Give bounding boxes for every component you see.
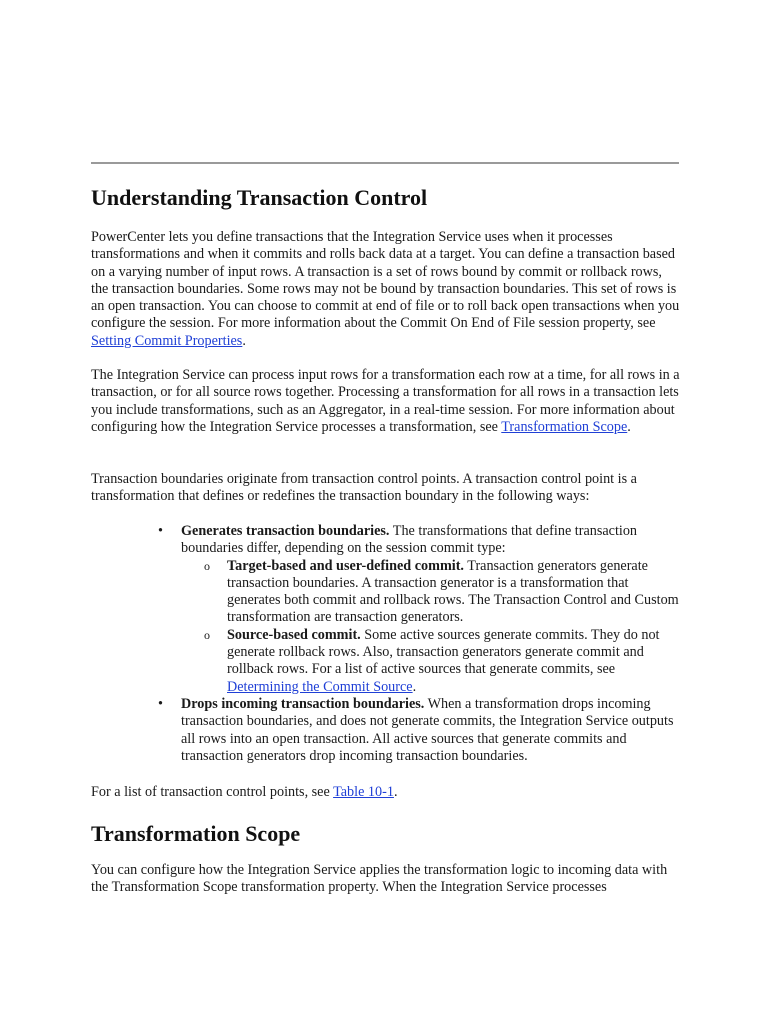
list-item: [91, 523, 681, 558]
paragraph-control-points: [91, 784, 681, 801]
paragraph-scope: You can configure how the Integration Service applies the transformation logic to incoming data with the Transformation Scope transformation property. When the Integration Service processes: [91, 862, 668, 896]
paragraph-intro-text: PowerCenter lets you define transactions that the Integration Service uses when it processes transformations and when it commits and rolls back data at a target. You can define a transaction based on a varying number of input rows. A transaction is a set of rows bound by commit or rollback rows, the transaction boundaries. Some rows may not be bound by transaction boundaries. This set of rows is an open transaction. You can choose to commit at end of file or to roll back open transactions when you configure the session. For more information about the Commit On End of File session property, see: [91, 229, 680, 332]
paragraph-processing-end: .: [627, 418, 631, 435]
horizontal-rule: [91, 162, 679, 164]
paragraph-control-points-text: For a list of transaction control points, see: [91, 784, 334, 800]
list-item: [91, 558, 681, 627]
bullet-glyph: •: [158, 695, 163, 712]
sub-bullet-text: Some active sources generate commits. They do not generate rollback rows. Also, transaction generators generate commit and rollback rows. For a list of active sources that generate commits, see: [227, 626, 660, 678]
section-title-transformation-scope: Transformation Scope: [91, 821, 301, 846]
list-item: [91, 696, 681, 765]
sub-bullet-glyph: o: [204, 558, 210, 573]
bullet-text: When a transformation drops incoming transaction boundaries, and does not generate commits, the Integration Service outputs all rows into an open transaction. All active sources that generate commits and transaction generators drop incoming transaction boundaries.: [181, 695, 674, 764]
sub-bullet-end: .: [412, 678, 417, 695]
paragraph-intro-end: .: [242, 332, 246, 349]
bullet-text: The transformations that define transaction boundaries differ, depending on the session commit type:: [181, 523, 638, 557]
section-title-transaction-control: Understanding Transaction Control: [91, 185, 428, 210]
paragraph-control-points-end: .: [393, 784, 398, 800]
bullet-glyph: •: [158, 523, 163, 539]
sub-bullet-glyph: o: [204, 627, 210, 642]
bullet-heading: Generates transaction boundaries.: [181, 523, 390, 539]
sub-bullet-heading: Target-based and user-defined commit.: [227, 557, 464, 574]
list-item: [91, 627, 681, 696]
link-table-10-1[interactable]: Table 10-1: [333, 784, 394, 800]
paragraph-processing-text: The Integration Service can process input rows for a transformation each row at a time, for all rows in a transaction, or for all source rows together. Processing a transformation for all rows in a transaction lets you include transformations, such as an Aggregator, in a real-time session. For more information about configuring how the Integration Service processes a transformation, see: [91, 367, 680, 435]
link-determining-commit-source[interactable]: Determining the Commit Source: [227, 678, 413, 695]
sub-bullet-text: Transaction generators generate transaction boundaries. A transaction generator is a transformation that generates both commit and rollback rows. The Transaction Control and Custom transformation are transaction generators.: [227, 557, 679, 626]
paragraph-boundaries: Transaction boundaries originate from transaction control points. A transaction control point is a transformation that defines or redefines the transaction boundary in the following ways:: [91, 471, 637, 505]
sub-bullet-heading: Source-based commit.: [227, 626, 361, 643]
paragraph-processing: [91, 367, 681, 436]
bullet-heading: Drops incoming transaction boundaries.: [181, 695, 425, 712]
paragraph-intro: [91, 229, 681, 350]
bullet-list: [91, 523, 681, 765]
link-transformation-scope[interactable]: Transformation Scope: [501, 418, 628, 435]
link-setting-commit-properties[interactable]: Setting Commit Properties: [91, 332, 243, 349]
